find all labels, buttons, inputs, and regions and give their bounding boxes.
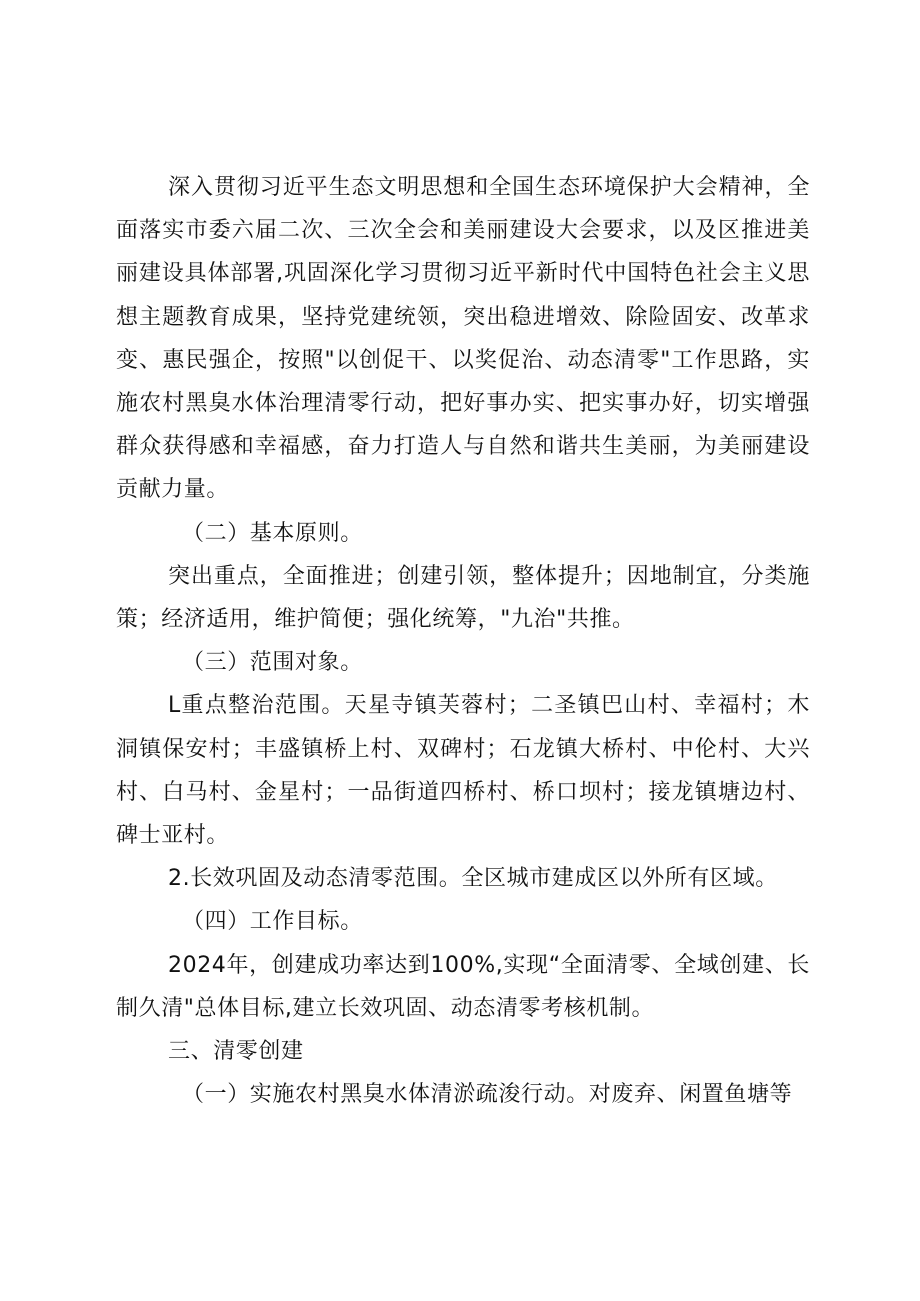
- paragraph-dredging-action: （一）实施农村黑臭水体清淤疏浚行动。对废弃、闲置鱼塘等: [182, 1082, 793, 1108]
- paragraph-basic-principles: 突出重点，全面推进；创建引领，整体提升；因地制宜，分类施策；经济适用，维护简便；强化统筹，"九治"共推。: [116, 563, 810, 633]
- paragraph-guiding-ideology: 深入贯彻习近平生态文明思想和全国生态环境保护大会精神，全面落实市委六届二次、三次全会和美丽建设大会要求，以及区推进美丽建设具体部署,巩固深化学习贯彻习近平新时代中国特色社会主义思想主题教育成果，坚持党建统领，突出稳进增效、除险固安、改革求变、惠民强企，按照"以创促干、以奖促治、动态清零"工作思路，实施农村黑臭水体治理清零行动，把好事办实、把实事办好，切实增强群众获得感和幸福感，奋力打造人与自然和谐共生美丽，为美丽建设贡献力量。: [116, 175, 810, 503]
- paragraph-key-scope: L重点整治范围。天星寺镇芙蓉村；二圣镇巴山村、幸福村；木洞镇保安村；丰盛镇桥上村、双碑村；石龙镇大桥村、中伦村、大兴村、白马村、金星村；一品街道四桥村、桥口坝村；接龙镇塘边村、碑士亚村。: [116, 693, 810, 849]
- chapter-heading-clearing-creation: 三、清零创建: [168, 1039, 304, 1065]
- paragraph-long-term-scope: 2.长效巩固及动态清零范围。全区城市建成区以外所有区域。: [168, 866, 778, 892]
- document-body: [116, 166, 810, 1116]
- paragraph-work-goals: 2024年，创建成功率达到100%,实现“全面清零、全域创建、长制久清"总体目标,建立长效巩固、动态清零考核机制。: [116, 952, 810, 1021]
- section-heading-basic-principles: （二）基本原则。: [182, 520, 363, 546]
- section-heading-work-goals: （四）工作目标。: [182, 909, 363, 935]
- section-heading-scope: （三）范围对象。: [182, 650, 363, 676]
